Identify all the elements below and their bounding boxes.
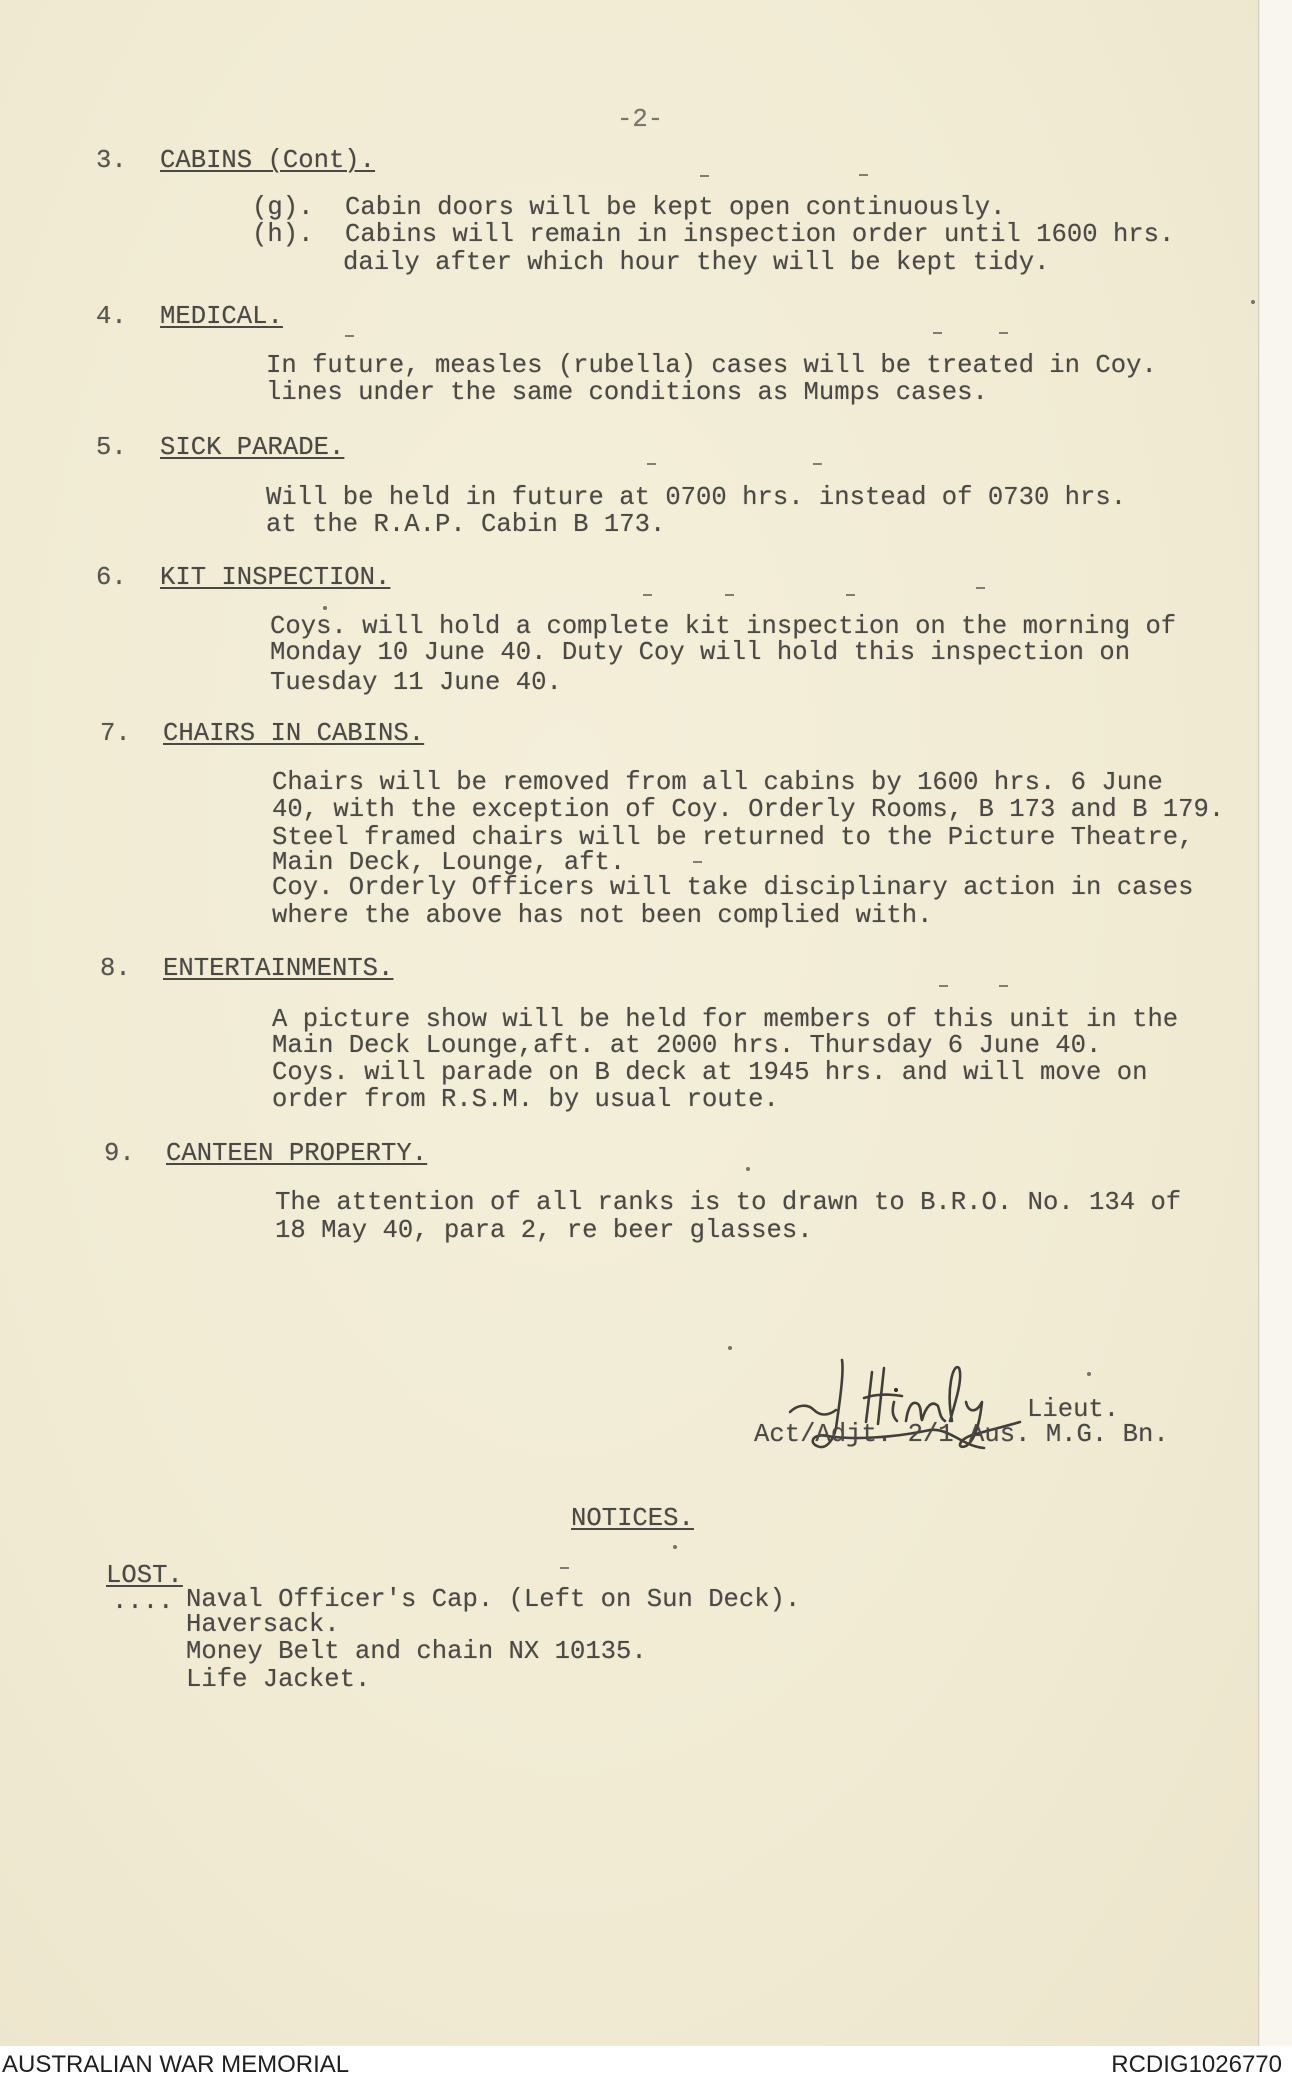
section-number: 7. [100, 719, 131, 748]
lost-item: Money Belt and chain NX 10135. [186, 1637, 647, 1666]
signature-rank: Lieut. [1027, 1395, 1120, 1424]
body-line: Chairs will be removed from all cabins by 1600 hrs. 6 June [272, 768, 1163, 797]
notices-title: NOTICES. [571, 1504, 694, 1533]
body-line: Steel framed chairs will be returned to the Picture Theatre, [272, 823, 1194, 852]
body-line: order from R.S.M. by usual route. [272, 1085, 779, 1114]
stray-typewriter-mark [859, 174, 868, 176]
body-line: 18 May 40, para 2, re beer glasses. [275, 1216, 813, 1245]
subitem-text: Cabin doors will be kept open continuously. [345, 193, 1006, 222]
footer-record-id: RCDIG1026770 [1111, 2051, 1282, 2078]
body-line: lines under the same conditions as Mumps cases. [266, 378, 988, 407]
stray-typewriter-mark [933, 332, 942, 334]
stray-typewriter-mark [323, 606, 327, 610]
lost-item: Naval Officer's Cap. (Left on Sun Deck). [186, 1585, 801, 1614]
stray-typewriter-mark [700, 175, 709, 177]
body-line: Coys. will hold a complete kit inspection on the morning of [270, 612, 1177, 641]
footer-institution: AUSTRALIAN WAR MEMORIAL [2, 2051, 350, 2078]
body-line: where the above has not been complied with. [272, 901, 933, 930]
section-number: 6. [96, 563, 127, 592]
archive-footer [0, 2046, 1292, 2082]
stray-typewriter-mark [647, 463, 656, 465]
section-number: 9. [104, 1139, 135, 1168]
body-line: 40, with the exception of Coy. Orderly Rooms, B 173 and B 179. [272, 795, 1225, 824]
stray-typewriter-mark [999, 332, 1008, 334]
section-heading-medical: MEDICAL. [160, 302, 283, 331]
subitem-text: daily after which hour they will be kept tidy. [343, 248, 1050, 277]
stray-typewriter-mark [345, 335, 354, 337]
section-heading-sick-parade: SICK PARADE. [160, 433, 345, 462]
stray-typewriter-mark [813, 463, 822, 465]
stray-typewriter-mark [560, 1567, 569, 1569]
stray-typewriter-mark [999, 985, 1008, 987]
stray-typewriter-mark [673, 1545, 677, 1549]
subitem-text: Cabins will remain in inspection order until 1600 hrs. [345, 220, 1175, 249]
body-line: Coy. Orderly Officers will take disciplinary action in cases [272, 873, 1194, 902]
stray-typewriter-mark [725, 594, 734, 596]
lost-leader-dots: .... [112, 1587, 174, 1616]
body-line: In future, measles (rubella) cases will be treated in Coy. [266, 351, 1157, 380]
body-line: Main Deck Lounge,aft. at 2000 hrs. Thursday 6 June 40. [272, 1031, 1102, 1060]
stray-typewriter-mark [643, 594, 652, 596]
section-heading-cabins: CABINS (Cont). [160, 146, 376, 175]
section-number: 4. [96, 302, 127, 331]
stray-typewriter-mark [728, 1346, 732, 1350]
lost-item: Haversack. [186, 1610, 340, 1639]
stray-typewriter-mark [693, 861, 702, 863]
subitem-label: (h). [252, 220, 314, 249]
body-line: Monday 10 June 40. Duty Coy will hold this inspection on [270, 638, 1131, 667]
section-number: 3. [96, 146, 127, 175]
section-number: 5. [96, 433, 127, 462]
lost-label: LOST. [106, 1561, 183, 1590]
body-line: Main Deck, Lounge, aft. [272, 848, 626, 877]
body-line: Coys. will parade on B deck at 1945 hrs. and will move on [272, 1058, 1148, 1087]
stray-typewriter-mark [976, 587, 985, 589]
stray-typewriter-mark [1087, 1372, 1091, 1376]
subitem-label: (g). [252, 193, 314, 222]
lost-item: Life Jacket. [186, 1665, 371, 1694]
body-line: at the R.A.P. Cabin B 173. [266, 510, 666, 539]
stray-typewriter-mark [846, 594, 855, 596]
section-heading-kit-inspection: KIT INSPECTION. [160, 563, 391, 592]
body-line: Will be held in future at 0700 hrs. instead of 0730 hrs. [266, 483, 1127, 512]
page-number: -2- [617, 105, 664, 134]
body-line: Tuesday 11 June 40. [270, 668, 562, 697]
stray-typewriter-mark [939, 985, 948, 987]
section-heading-chairs-in-cabins: CHAIRS IN CABINS. [163, 719, 425, 748]
signature-appointment: Act/Adjt. 2/1 Aus. M.G. Bn. [754, 1420, 1169, 1449]
body-line: A picture show will be held for members of this unit in the [272, 1005, 1179, 1034]
stray-typewriter-mark [746, 1167, 750, 1171]
body-line: The attention of all ranks is to drawn to B.R.O. No. 134 of [275, 1188, 1182, 1217]
section-number: 8. [100, 954, 131, 983]
section-heading-canteen-property: CANTEEN PROPERTY. [166, 1139, 428, 1168]
stray-typewriter-mark [1251, 300, 1255, 304]
section-heading-entertainments: ENTERTAINMENTS. [163, 954, 394, 983]
